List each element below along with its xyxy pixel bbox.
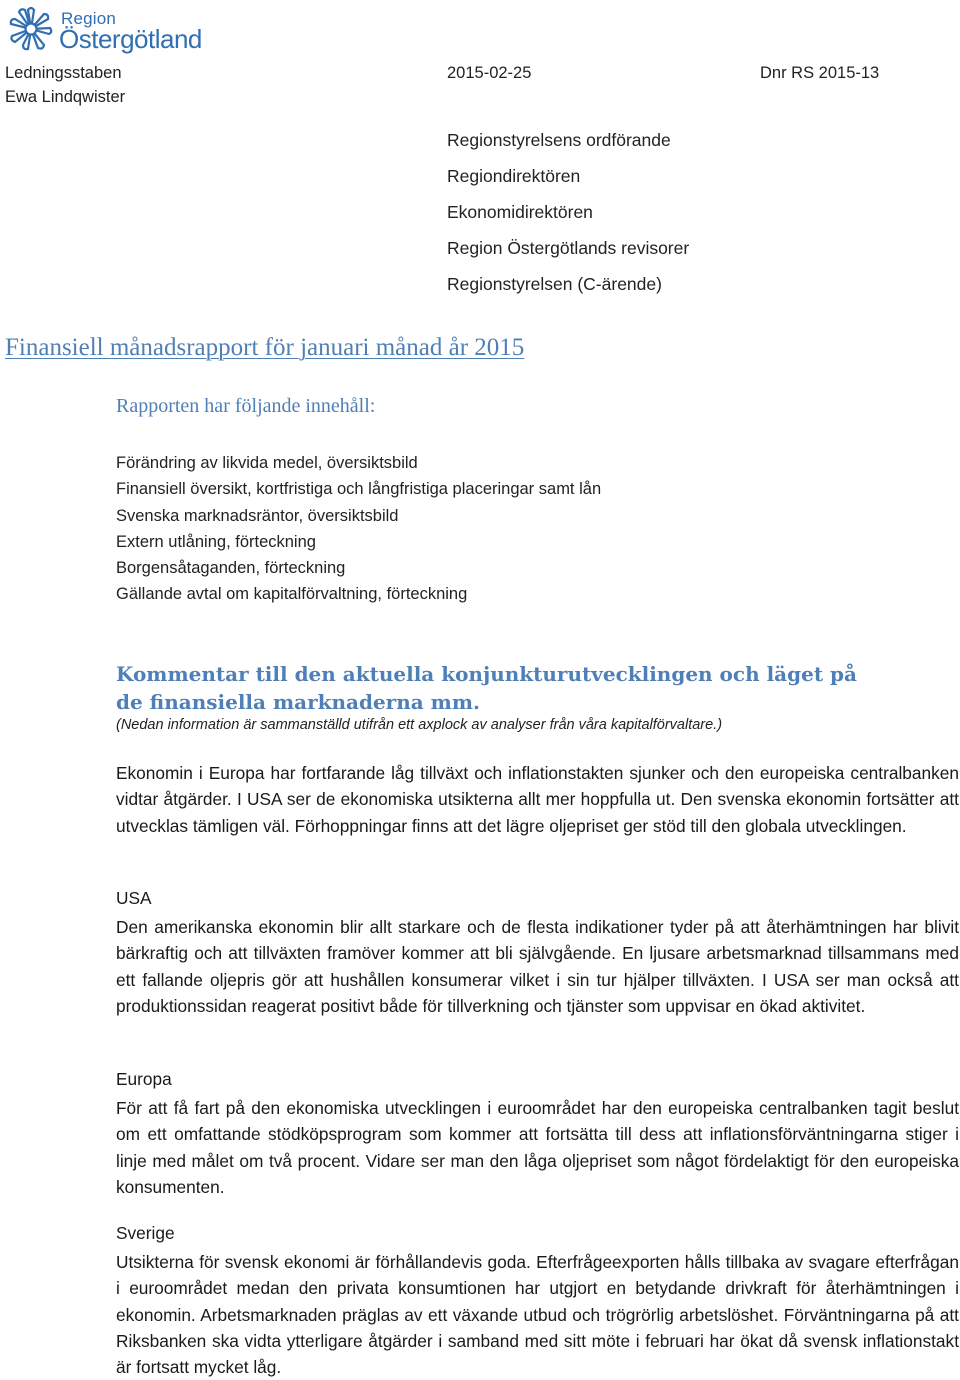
region-ostergotland-logo xyxy=(6,4,202,52)
department: Ledningsstaben xyxy=(5,64,122,82)
contents-heading: Rapporten har följande innehåll: xyxy=(116,395,376,417)
section-heading-usa: USA xyxy=(116,888,152,908)
contents-item: Extern utlåning, förteckning xyxy=(116,532,316,551)
recipient: Regionstyrelsens ordförande xyxy=(447,130,671,150)
logo-text-region: Region xyxy=(61,9,117,28)
recipient: Region Östergötlands revisorer xyxy=(447,238,690,258)
contents-item: Svenska marknadsräntor, översiktsbild xyxy=(116,506,399,525)
contents-item: Finansiell översikt, kortfristiga och långfristiga placeringar samt lån xyxy=(116,480,602,499)
reference-number: Dnr RS 2015-13 xyxy=(760,64,880,82)
comment-heading: Kommentar till den aktuella konjunkturutvecklingen och läget på de finansiella marknaderna mm. xyxy=(116,662,857,714)
logo-text-ostergotland: Östergötland xyxy=(59,24,202,54)
intro-paragraph: Ekonomin i Europa har fortfarande låg tillväxt och inflationstakten sjunker och den europeiska centralbanken vidtar åtgärder. I USA ser de ekonomiska utsikterna allt mer hoppfulla ut. Den svenska ekonomin fortsätter att utvecklas tämligen väl. Förhoppningar finns att det lägre oljepriset ger stöd till den globala utvecklingen. xyxy=(116,763,959,836)
section-text-sverige: Utsikterna för svensk ekonomi är förhållandevis goda. Efterfrågeexporten hålls tillbaka av svagare efterfrågan i euroområdet medan den privata konsumtionen har utgjort en betydande drivkraft för återhämtningen i ekonomin. Arbetsmarknaden präglas av ett växande utbud och trögrörlig arbetslöshet. Förväntningarna på att Riksbanken ska vidta ytterligare åtgärder i samband med sitt möte i februari har ökat då svensk inflationstakt är fortsatt mycket låg. xyxy=(116,1252,959,1378)
section-heading-europa: Europa xyxy=(116,1069,172,1089)
contents-list xyxy=(116,450,601,608)
contents-item: Förändring av likvida medel, översiktsbild xyxy=(116,454,418,472)
author: Ewa Lindqwister xyxy=(5,88,126,106)
contents-item: Borgensåtaganden, förteckning xyxy=(116,559,346,578)
flower-emblem-icon xyxy=(6,4,56,54)
recipient: Ekonomidirektören xyxy=(447,202,593,222)
contents-item: Gällande avtal om kapitalförvaltning, förteckning xyxy=(116,585,468,604)
section-heading-sverige: Sverige xyxy=(116,1223,175,1243)
recipient: Regiondirektören xyxy=(447,166,581,186)
recipient: Regionstyrelsen (C-ärende) xyxy=(447,274,662,294)
document-title: Finansiell månadsrapport för januari månad år 2015 xyxy=(5,334,525,361)
document-date: 2015-02-25 xyxy=(447,64,532,82)
recipient-list xyxy=(447,122,689,302)
comment-note: (Nedan information är sammanställd utifrån ett axplock av analyser från våra kapitalförvaltare.) xyxy=(116,717,723,733)
section-text-usa: Den amerikanska ekonomin blir allt starkare och de flesta indikationer tyder på att återhämtningen har blivit bärkraftig och att tillväxten framöver kommer att bli självgående. En ljusare arbetsmarknad tillsammans med ett fallande oljepris gör att hushållen konsumerar vilket i sin tur hjälper tillväxten. I USA ser man också att produktionssidan reagerat positivt både för tillverkning och tjänster som uppvisar en ökad aktivitet. xyxy=(116,917,959,1016)
section-text-europa: För att få fart på den ekonomiska utvecklingen i euroområdet har den europeiska centralbanken tagit beslut om ett omfattande stödköpsprogram som kommer att fortsätta till dess att inflationsförväntningarna stiger i linje med målet om två procent. Vidare ser man den låga oljepriset som något fördelaktigt för den europeiska konsumenten. xyxy=(116,1098,959,1197)
